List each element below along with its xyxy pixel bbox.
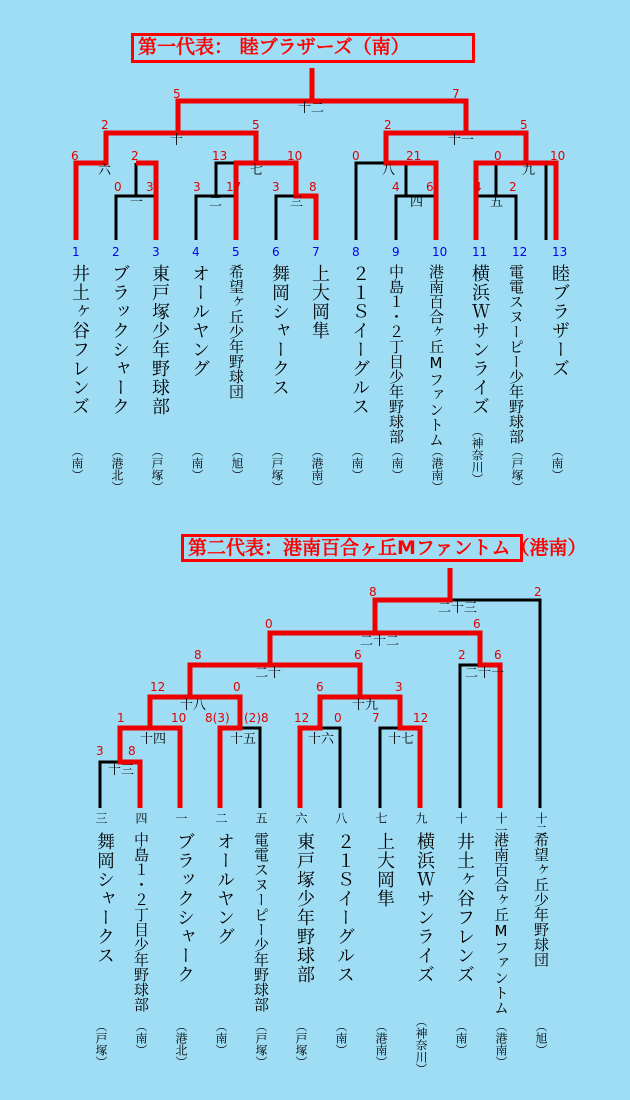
team-seed: 7 [312,245,320,259]
score: 12 [413,711,429,725]
team-seed: 2 [112,245,120,259]
team-name: 井土ヶ谷フレンズ [454,832,475,984]
score: 12 [294,711,310,725]
game-label: 三 [290,195,304,210]
score: 7 [372,711,380,725]
team-name: 睦ブラザーズ [549,264,570,378]
team-area: （港北） [110,445,124,493]
score: 7 [452,87,460,101]
bracket-line [356,163,406,240]
team-area: （港北） [174,1020,188,1068]
team-area: （南） [550,445,564,481]
score: 6 [426,180,434,194]
team-name: 舞岡シャークス [94,832,115,965]
score: 2 [101,118,109,132]
team-name: オールヤング [214,832,235,946]
team-seed: 1 [72,245,80,259]
score: 13 [212,149,228,163]
game-label: 十八 [180,698,207,713]
team-seed: 6 [272,245,280,259]
team-seed: 八 [334,812,348,824]
score: 6 [316,680,324,694]
team-area: （港南） [430,445,444,493]
score: 2 [458,648,466,662]
team-name: 上大岡隼 [309,264,330,340]
game-label: 二十三 [438,601,478,616]
team-name: 中島１・２丁目少年野球部 [387,264,405,444]
team-seed: 一 [174,812,188,824]
team-name: ブラックシャーク [174,832,195,984]
score: 0 [334,711,342,725]
score: 21 [406,149,422,163]
second-representative-title: 第二代表：港南百合ヶ丘Mファントム（港南） [181,534,523,562]
score: 5 [520,118,528,132]
team-area: （南） [70,445,84,481]
team-seed: 二 [214,812,228,824]
score: 0 [265,617,273,631]
score: 2 [509,180,517,194]
team-area: （神奈川） [414,1015,428,1075]
team-seed: 12 [512,245,528,259]
bracket-line [76,133,178,240]
score: 0 [233,680,241,694]
team-name: ２１Ｓイーグルス [334,832,355,984]
team-area: （南） [214,1020,228,1056]
score: 5 [252,118,260,132]
score: (2)8 [244,711,269,725]
score: 8 [309,180,317,194]
team-area: （戸塚） [150,445,164,493]
game-label: 五 [490,195,504,210]
team-name: ブラックシャーク [109,264,130,416]
score: 0 [114,180,122,194]
game-label: 十五 [230,732,257,747]
score: 6 [354,648,362,662]
team-name: 港南百合ヶ丘Mファントム [492,832,510,1015]
game-label: 一 [130,195,144,210]
score: 8 [194,648,202,662]
team-seed: 四 [134,812,148,824]
score: 10 [287,149,303,163]
score: 1 [117,711,125,725]
team-seed: 五 [254,812,268,824]
game-label: 八 [382,163,396,178]
game-label: 六 [98,163,112,178]
team-seed: 5 [232,245,240,259]
team-seed: 七 [374,812,388,824]
bracket-line [178,101,258,133]
winner-path [375,633,500,808]
team-area: （神奈川） [470,425,484,485]
game-label: 二十 [255,666,282,681]
score: 5 [173,87,181,101]
team-seed: 十 [454,812,468,824]
team-area: （港南） [374,1020,388,1068]
team-area: （南） [190,445,204,481]
team-area: （南） [134,1020,148,1056]
team-area: （戸塚） [270,445,284,493]
game-label: 十四 [140,732,167,747]
team-seed: 10 [432,245,448,259]
score: 2 [131,149,139,163]
score: 2 [534,585,542,599]
game-label: 十七 [388,732,415,747]
game-label: 十六 [308,732,335,747]
score: 4 [392,180,400,194]
team-seed: 9 [392,245,400,259]
team-area: （旭） [534,1020,548,1056]
team-area: （戸塚） [294,1020,308,1068]
team-name: 電電スヌーピー少年野球部 [507,264,525,444]
score: 8 [128,744,136,758]
score: 3 [272,180,280,194]
winner-path [256,163,316,240]
team-name: 横浜Ｗサンライズ [469,264,490,416]
team-area: （港南） [310,445,324,493]
game-label: 十九 [352,698,379,713]
game-label: 七 [250,163,264,178]
team-area: （戸塚） [510,445,524,493]
bracket-line [496,163,546,240]
team-name: 希望ヶ丘少年野球団 [227,264,245,399]
winner-path [360,697,420,808]
team-area: （旭） [230,445,244,481]
first-representative-title: 第一代表： 睦ブラザーズ（南） [131,33,475,63]
score: 12 [150,680,166,694]
team-area: （南） [454,1020,468,1056]
score: 10 [550,149,566,163]
team-seed: 8 [352,245,360,259]
team-seed: 4 [192,245,200,259]
score: 6 [473,617,481,631]
game-label: 十 [170,133,184,148]
score: 6 [71,149,79,163]
score: 3 [395,680,403,694]
team-seed: 13 [552,245,568,259]
team-area: （南） [350,445,364,481]
score: 6 [494,648,502,662]
game-label: 十三 [108,763,135,778]
team-name: 上大岡隼 [374,832,395,908]
team-name: 横浜Ｗサンライズ [414,832,435,984]
team-name: オールヤング [189,264,210,378]
team-area: （港南） [494,1020,508,1068]
score: 0 [494,149,502,163]
team-area: （戸塚） [254,1020,268,1068]
team-seed: 三 [94,812,108,824]
score: 3 [193,180,201,194]
team-name: ２１Ｓイーグルス [349,264,370,416]
team-name: 東戸塚少年野球部 [149,264,170,416]
team-name: 中島１・２丁目少年野球部 [132,832,150,1012]
bracket-line [460,665,500,808]
game-label: 十二 [298,101,325,116]
score: 8(3) [205,711,230,725]
score: 17 [226,180,242,194]
team-name: 希望ヶ丘少年野球団 [532,832,550,967]
team-seed: 十一 [494,812,508,836]
team-area: （南） [390,445,404,481]
team-name: 舞岡シャークス [269,264,290,397]
game-label: 九 [522,163,536,178]
team-seed: 九 [414,812,428,824]
team-seed: 六 [294,812,308,824]
team-name: 井土ヶ谷フレンズ [69,264,90,416]
team-name: 港南百合ヶ丘Mファントム [427,264,445,447]
team-seed: 3 [152,245,160,259]
game-label: 十一 [448,133,475,148]
team-name: 電電スヌーピー少年野球部 [252,832,270,1012]
score: 3 [96,744,104,758]
team-area: （南） [334,1020,348,1056]
score: 10 [171,711,187,725]
team-name: 東戸塚少年野球部 [294,832,315,984]
score: 0 [352,149,360,163]
team-seed: 11 [472,245,488,259]
team-area: （戸塚） [94,1020,108,1068]
score: 2 [384,118,392,132]
score: 4 [474,180,482,194]
game-label: 二 [209,195,223,210]
team-seed: 十二 [534,812,548,836]
game-label: 二十二 [360,634,400,649]
game-label: 四 [410,195,424,210]
game-label: 二十一 [465,666,505,681]
score: 3 [146,180,154,194]
score: 8 [369,585,377,599]
